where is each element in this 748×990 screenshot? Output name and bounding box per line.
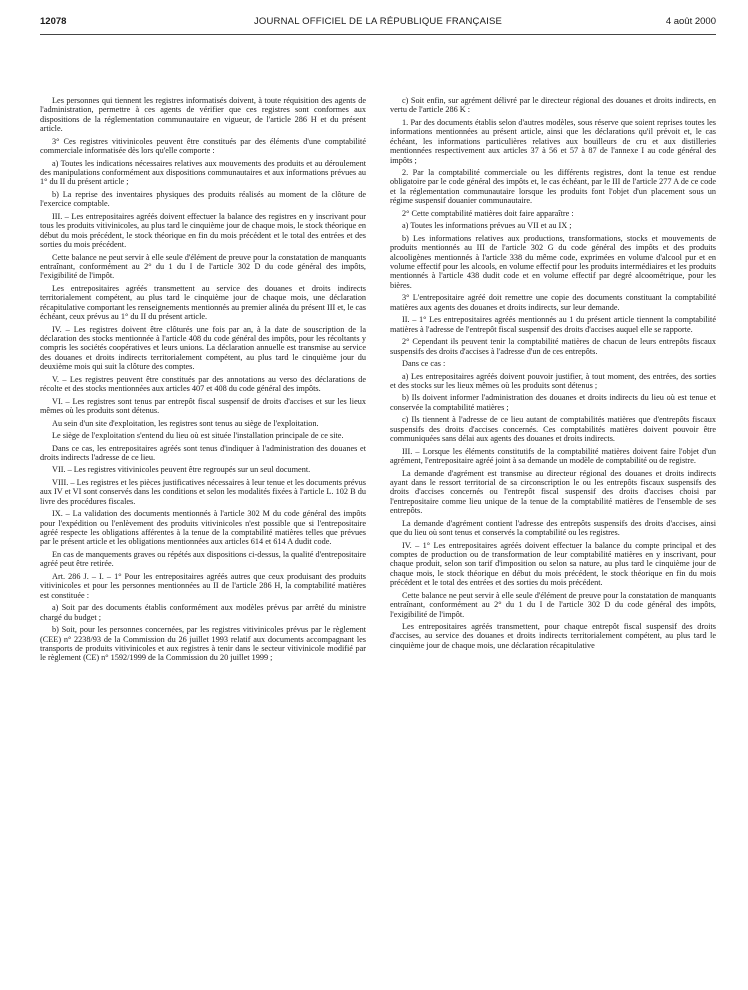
issue-date: 4 août 2000 xyxy=(665,16,716,27)
paragraph: 2. Par la comptabilité commerciale ou les différents registres, dont la tenue est rendue obligatoire par le code général des impôts et, le cas échéant, par le III de l'article 277 A de ce code et la réglementation communautaire lorsque les produits font l'objet d'un placement sous un régime suspensif douanier communautaire. xyxy=(390,168,716,206)
right-column xyxy=(390,96,716,653)
paragraph: a) Toutes les indications nécessaires relatives aux mouvements des produits et au déroulement des manipulations conformément aux dispositions communautaires et aux informations prévues au 1° du II du présent article ; xyxy=(40,158,366,187)
paragraph: III. – Lorsque les éléments constitutifs de la comptabilité matières doivent faire l'objet d'un agrément, l'entrepositaire agréé joint à sa demande un modèle de comptabilité ou de registre. xyxy=(390,446,716,466)
paragraph: V. – Les registres peuvent être constitués par des annotations au verso des déclarations de récolte et des stocks mentionnées aux articles 407 et 408 du code général des impôts. xyxy=(40,374,366,394)
paragraph: VII. – Les registres vitivinicoles peuvent être regroupés sur un seul document. xyxy=(52,465,311,475)
paragraph: La demande d'agrément est transmise au directeur régional des douanes et droits indirects ayant dans le ressort territorial de sa circonscription le ou les entrepôts fiscaux suspensifs des droits d'accises concernés ou l'entrepôt fiscal suspensif des droits d'accises choisi par l'entrepositaire comme lieu unique de la tenue de la comptabilité matières de l'ensemble de ses entrepôts. xyxy=(390,468,716,516)
paragraph: VI. – Les registres sont tenus par entrepôt fiscal suspensif de droits d'accises et sur les lieux mêmes où les produits sont détenus. xyxy=(40,396,366,416)
paragraph: Les entrepositaires agréés transmettent au service des douanes et droits indirects territorialement compétent, au plus tard le cinquième jour de chaque mois, une déclaration récapitulative comportant les renseignements mentionnés au premier alinéa du présent III et, le cas échéant, ceux prévus au 1° du II du présent article. xyxy=(40,283,366,322)
paragraph: Le siège de l'exploitation s'entend du lieu où est située l'installation principale de ce site. xyxy=(52,431,344,441)
paragraph: 2° Cette comptabilité matières doit faire apparaître : xyxy=(402,208,574,218)
paragraph: IV. – Les registres doivent être clôturés une fois par an, à la date de souscription de la déclaration des stocks mentionnée à l'article 408 du code général des impôts, pour les récoltants y compris les sociétés coopératives et leurs unions. La déclaration annuelle est transmise au service des douanes et droits indirects territorialement compétent, au plus tard le cinquième jour du deuxième mois qui suit la clôture des comptes. xyxy=(40,324,366,372)
paragraph: a) Les entrepositaires agréés doivent pouvoir justifier, à tout moment, des entrées, des sorties et des stocks sur les lieux mêmes où les produits sont détenus ; xyxy=(390,371,716,390)
paragraph: III. – Les entrepositaires agréés doivent effectuer la balance des registres en y inscrivant pour tous les produits vitivinicoles, au plus tard le cinquième jour de chaque mois, le stock théorique en début du mois précédent, le stock théorique en fin du mois précédent et le total des entrées et des sorties du mois précédent. xyxy=(40,211,366,250)
paragraph: 1. Par des documents établis selon d'autres modèles, sous réserve que soient reprises toutes les informations mentionnées au présent article, ainsi que les déclarations qu'il prévoit et, le cas échéant, les informations particulières relatives aux bouilleurs de cru et aux distilleries mentionnées respectivement aux articles 37 à 56 et 57 à 87 de l'annexe I au code général des impôts ; xyxy=(390,117,716,165)
paragraph: 2° Cependant ils peuvent tenir la comptabilité matières de chacun de leurs entrepôts fiscaux suspensifs des droits d'accises à l'adresse d'un de ces entrepôts. xyxy=(390,337,716,356)
page-header xyxy=(40,16,716,32)
paragraph: Cette balance ne peut servir à elle seule d'élément de preuve pour la constatation de manquants entraînant, conformément au 2° du 1 du I de l'article 302 D du code général des impôts, l'exigibilité de l'impôt. xyxy=(390,590,716,619)
paragraph: a) Soit par des documents établis conformément aux modèles prévus par arrêté du ministre chargé du budget ; xyxy=(40,603,366,622)
header-rule xyxy=(40,34,716,35)
paragraph: En cas de manquements graves ou répétés aux dispositions ci-dessus, la qualité d'entrepositaire agréé peut être retirée. xyxy=(40,549,366,569)
paragraph: La demande d'agrément contient l'adresse des entrepôts suspensifs des droits d'accises, ainsi que du lieu où sont tenus et conservés la comptabilité ou les registres. xyxy=(390,518,716,538)
left-column xyxy=(40,96,366,666)
paragraph: c) Soit enfin, sur agrément délivré par le directeur régional des douanes et droits indirects, en vertu de l'article 286 K : xyxy=(390,96,716,115)
paragraph: IX. – La validation des documents mentionnés à l'article 302 M du code général des impôts pour l'expédition ou l'enlèvement des produits vitivinicoles n'est possible que si l'entrepositaire agréé respecte les obligations afférentes à la tenue de la comptabilité matières telles que prévues par le présent article et les obligations mentionnées aux articles 614 et 614 A dudit code. xyxy=(40,509,366,547)
paragraph: Cette balance ne peut servir à elle seule d'élément de preuve pour la constatation de manquants entraînant, conformément au 2° du 1 du I de l'article 302 D du code général des impôts, l'exigibilité de l'impôt. xyxy=(40,252,366,281)
paragraph: Dans ce cas, les entrepositaires agréés sont tenus d'indiquer à l'administration des douanes et droits indirects l'adresse de ce lieu. xyxy=(40,443,366,462)
paragraph: 3° L'entrepositaire agréé doit remettre une copie des documents constituant la comptabilité matières aux agents des douanes et droits indirects, sur leur demande. xyxy=(390,293,716,312)
paragraph: b) Ils doivent informer l'administration des douanes et droits indirects du lieu où est tenue et conservée la comptabilité matières ; xyxy=(390,393,716,412)
paragraph: II. – 1° Les entrepositaires agréés mentionnés au 1 du présent article tiennent la comptabilité matières à l'adresse de l'entrepôt fiscal suspensif des droits d'accises auquel elle se rapporte. xyxy=(390,315,716,334)
paragraph: b) Les informations relatives aux productions, transformations, stocks et mouvements de produits mentionnés au III de l'article 302 G du code général des impôts et des produits alcooligènes mentionnés à l'article 338 du même code, exprimées en volume d'alcool pur et en volume effectif pour les alcools, en volume effectif pour les produits intermédiaires et les produits mentionnés à l'article 438 dudit code et en volume effectif par degré alcoométrique, pour les bières. xyxy=(390,233,716,290)
paragraph: Dans ce cas : xyxy=(402,359,446,368)
paragraph: Les personnes qui tiennent les registres informatisés doivent, à toute réquisition des agents de l'administration, permettre à ces agents de vérifier que ces registres sont conformes aux dispositions de la réglementation communautaire en vigueur, de l'article 286 H et du présent article. xyxy=(40,96,366,134)
paragraph: b) Soit, pour les personnes concernées, par les registres vitivinicoles prévus par le règlement (CEE) n° 2238/93 de la Commission du 26 juillet 1993 relatif aux documents accompagnant les transports de produits vitivinicoles et aux registres à tenir dans le secteur vitivinicole modifié par le règlement (CE) n° 1592/1999 de la Commission du 20 juillet 1999 ; xyxy=(40,625,366,663)
journal-title: JOURNAL OFFICIEL DE LA RÉPUBLIQUE FRANÇAISE xyxy=(253,16,503,27)
paragraph: IV. – 1° Les entrepositaires agréés doivent effectuer la balance du compte principal et des comptes de production ou de transformation de leur comptabilité matières en y inscrivant, pour chaque produit, selon son tarif d'imposition ou selon sa nature, au plus tard le cinquième jour de chaque mois, le stock théorique en début du mois précédent, le stock théorique en fin du mois précédent et le total des entrées et des sorties du mois précédent. xyxy=(390,540,716,588)
paragraph: c) Ils tiennent à l'adresse de ce lieu autant de comptabilités matières que d'entrepôts fiscaux suspensifs des droits d'accises concernés. Ces comptabilités matières doivent pouvoir être communiquées sans délai aux agents des douanes et droits indirects. xyxy=(390,415,716,444)
paragraph: Au sein d'un site d'exploitation, les registres sont tenus au siège de l'exploitation. xyxy=(52,418,319,428)
page-number: 12078 xyxy=(40,16,67,27)
paragraph: a) Toutes les informations prévues au VII et au IX ; xyxy=(402,221,572,231)
paragraph: Art. 286 J. – I. – 1° Pour les entrepositaires agréés autres que ceux produisant des produits vitivinicoles et pour les personnes mentionnées au II de l'article 286 H, la comptabilité matières est constituée : xyxy=(40,571,366,600)
paragraph: VIII. – Les registres et les pièces justificatives nécessaires à leur tenue et les documents prévus aux IV et VI sont conservés dans les conditions et selon les modalités fixées à l'article L. 102 B du livre des procédures fiscales. xyxy=(40,477,366,506)
paragraph: 3° Ces registres vitivinicoles peuvent être constitués par des éléments d'une comptabilité commerciale informatisée dès lors qu'elle comporte : xyxy=(40,136,366,156)
paragraph: Les entrepositaires agréés transmettent, pour chaque entrepôt fiscal suspensif des droits d'accises, au service des douanes et droits indirects territorialement compétent, au plus tard le cinquième jour de chaque mois, une déclaration récapitulative xyxy=(390,622,716,650)
paragraph: b) La reprise des inventaires physiques des produits réalisés au moment de la clôture de l'exercice comptable. xyxy=(40,189,366,209)
